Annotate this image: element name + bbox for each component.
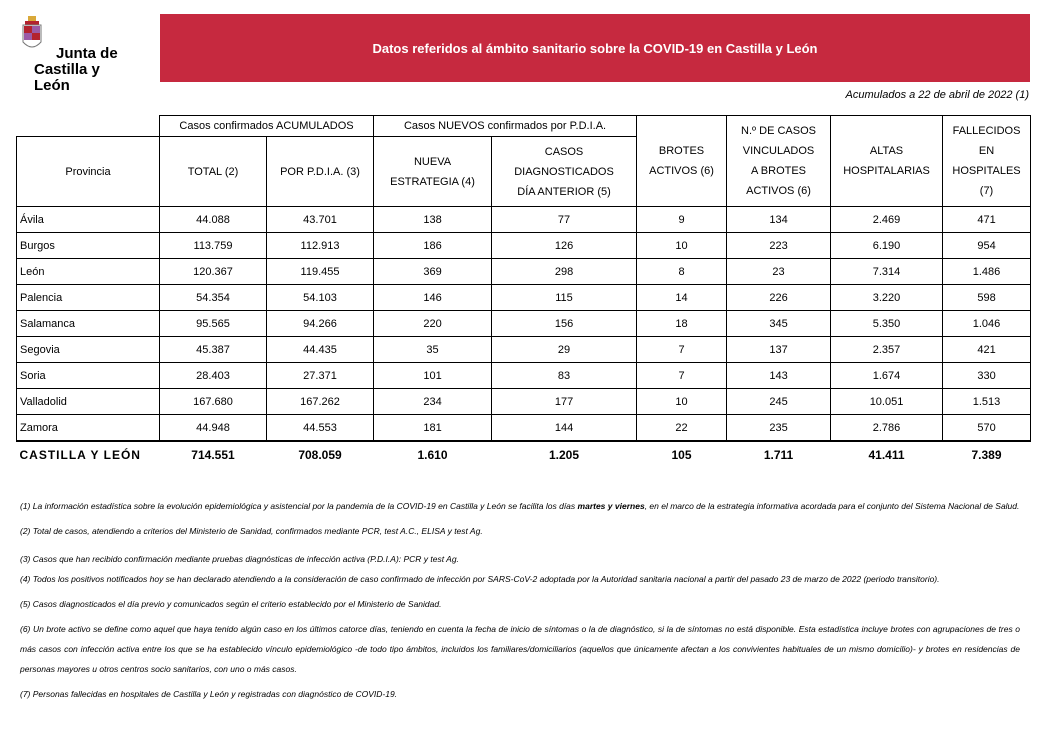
table-cell: 54.103 (267, 285, 374, 311)
table-cell: 83 (492, 363, 637, 389)
table-cell: 8 (637, 259, 727, 285)
table-cell: 14 (637, 285, 727, 311)
table-cell: 18 (637, 311, 727, 337)
table-cell: 115 (492, 285, 637, 311)
table-cell: 234 (374, 389, 492, 415)
table-cell: 143 (727, 363, 831, 389)
total-cell: 7.389 (943, 441, 1031, 468)
crest-icon (22, 16, 42, 52)
table-cell: 44.088 (160, 207, 267, 233)
province-name: Ávila (17, 207, 160, 233)
col-nueva-estrategia: NUEVA ESTRATEGIA (4) (374, 137, 492, 207)
table-cell: 7 (637, 337, 727, 363)
table-cell: 954 (943, 233, 1031, 259)
accumulated-date: Acumulados a 22 de abril de 2022 (1) (845, 89, 1029, 101)
table-cell: 119.455 (267, 259, 374, 285)
table-cell: 101 (374, 363, 492, 389)
table-cell: 345 (727, 311, 831, 337)
table-cell: 3.220 (831, 285, 943, 311)
table-row (17, 415, 1031, 442)
note-5: (5) Casos diagnosticados el día previo y comunicados según el criterio establecido por el Ministerio de Sanidad. (20, 599, 442, 609)
col-total: TOTAL (2) (160, 137, 267, 207)
table-cell: 9 (637, 207, 727, 233)
junta-logo (18, 16, 138, 94)
header-row-groups (17, 116, 1031, 137)
logo-line1: Junta de (56, 45, 118, 62)
table-cell: 1.513 (943, 389, 1031, 415)
total-cell: 714.551 (160, 441, 267, 468)
province-name: Segovia (17, 337, 160, 363)
table-cell: 95.565 (160, 311, 267, 337)
table-cell: 23 (727, 259, 831, 285)
table-row (17, 337, 1031, 363)
total-cell: 1.610 (374, 441, 492, 468)
table-row (17, 311, 1031, 337)
group-nuevos: Casos NUEVOS confirmados por P.D.I.A. (374, 116, 637, 137)
total-cell: 1.205 (492, 441, 637, 468)
table-cell: 167.680 (160, 389, 267, 415)
table-row (17, 285, 1031, 311)
table-cell: 1.486 (943, 259, 1031, 285)
table-cell: 1.046 (943, 311, 1031, 337)
table-cell: 138 (374, 207, 492, 233)
col-brotes: BROTES ACTIVOS (6) (637, 116, 727, 207)
table-cell: 2.786 (831, 415, 943, 442)
table-cell: 44.435 (267, 337, 374, 363)
title-banner (160, 14, 1030, 82)
total-cell: 41.411 (831, 441, 943, 468)
table-cell: 298 (492, 259, 637, 285)
table-cell: 112.913 (267, 233, 374, 259)
total-label: CASTILLA Y LEÓN (17, 441, 160, 468)
table-cell: 7.314 (831, 259, 943, 285)
total-cell: 708.059 (267, 441, 374, 468)
province-name: Valladolid (17, 389, 160, 415)
table-cell: 5.350 (831, 311, 943, 337)
footnotes (20, 496, 1020, 709)
table-cell: 29 (492, 337, 637, 363)
table-cell: 10.051 (831, 389, 943, 415)
col-casos-dia-anterior: CASOS DIAGNOSTICADOS DÍA ANTERIOR (5) (492, 137, 637, 207)
logo-line2: Castilla y León (34, 61, 100, 94)
table-cell: 598 (943, 285, 1031, 311)
province-name: León (17, 259, 160, 285)
table-cell: 134 (727, 207, 831, 233)
province-name: Palencia (17, 285, 160, 311)
table-cell: 22 (637, 415, 727, 442)
table-cell: 28.403 (160, 363, 267, 389)
table-cell: 27.371 (267, 363, 374, 389)
total-row (17, 441, 1031, 468)
table-cell: 570 (943, 415, 1031, 442)
table-row (17, 363, 1031, 389)
table-cell: 245 (727, 389, 831, 415)
table-row (17, 389, 1031, 415)
note-2: (2) Total de casos, atendiendo a criterios del Ministerio de Sanidad, confirmados mediante PCR, test A.C., ELISA y test Ag. (20, 526, 483, 536)
table-cell: 94.266 (267, 311, 374, 337)
table-cell: 226 (727, 285, 831, 311)
table-cell: 471 (943, 207, 1031, 233)
table-row (17, 259, 1031, 285)
table-cell: 137 (727, 337, 831, 363)
table-cell: 126 (492, 233, 637, 259)
table-cell: 45.387 (160, 337, 267, 363)
table-cell: 10 (637, 389, 727, 415)
table-cell: 167.262 (267, 389, 374, 415)
banner-title: Datos referidos al ámbito sanitario sobre la COVID-19 en Castilla y León (372, 40, 818, 56)
note-3: (3) Casos que han recibido confirmación mediante pruebas diagnósticas de infección activa (P.D.I.A): PCR y test Ag. (20, 554, 459, 564)
covid-data-table (16, 115, 1031, 468)
table-cell: 6.190 (831, 233, 943, 259)
note-7: (7) Personas fallecidas en hospitales de Castilla y León y registradas con diagnóstico de COVID-19. (20, 689, 398, 699)
table-cell: 181 (374, 415, 492, 442)
table-cell: 120.367 (160, 259, 267, 285)
table-cell: 113.759 (160, 233, 267, 259)
group-acumulados: Casos confirmados ACUMULADOS (160, 116, 374, 137)
col-provincia: Provincia (17, 137, 160, 207)
table-cell: 44.553 (267, 415, 374, 442)
table-row (17, 233, 1031, 259)
province-name: Soria (17, 363, 160, 389)
col-altas: ALTAS HOSPITALARIAS (831, 116, 943, 207)
province-name: Salamanca (17, 311, 160, 337)
table-cell: 330 (943, 363, 1031, 389)
table-cell: 144 (492, 415, 637, 442)
table-body (17, 207, 1031, 442)
table-row (17, 207, 1031, 233)
note-4: (4) Todos los positivos notificados hoy se han declarado atendiendo a la consideración de caso confirmado de infección por SARS-CoV-2 adoptada por la Autoridad sanitaria nacional a partir del pasado 23 de marzo de 2022 (periodo transitorio). (20, 574, 940, 584)
table-cell: 7 (637, 363, 727, 389)
table-cell: 77 (492, 207, 637, 233)
col-fallecidos: FALLECIDOS EN HOSPITALES (7) (943, 116, 1031, 207)
col-pdia: POR P.D.I.A. (3) (267, 137, 374, 207)
table-cell: 43.701 (267, 207, 374, 233)
province-name: Zamora (17, 415, 160, 442)
table-cell: 44.948 (160, 415, 267, 442)
table-cell: 54.354 (160, 285, 267, 311)
province-name: Burgos (17, 233, 160, 259)
note-1: (1) La información estadística sobre la evolución epidemiológica y asistencial por la pandemia de la COVID-19 en Castilla y León se facilita los días martes y viernes, en el marco de la estrategia informativa acordada para el conjunto del Sistema Nacional de Salud. (20, 501, 1020, 511)
table-cell: 177 (492, 389, 637, 415)
note-6: (6) Un brote activo se define como aquel que haya tenido algún caso en los últimos catorce días, teniendo en cuenta la fecha de inicio de síntomas o la de diagnóstico, si la de síntomas no está disponible. Esta estadística incluye brotes con agrupaciones de tres o más casos con infección activa entre los que se ha establecido vínculo epidemiológico -de todo tipo ámbitos, incluidos los familiares/domiciliarios (aquellos que únicamente afectan a los convivientes habituales de un mismo domicilio)- y brotes en residencias de personas mayores u otros centros socio sanitarios, con uno o más casos. (20, 624, 1020, 674)
table-cell: 235 (727, 415, 831, 442)
table-cell: 156 (492, 311, 637, 337)
table-cell: 2.357 (831, 337, 943, 363)
table-cell: 146 (374, 285, 492, 311)
table-cell: 10 (637, 233, 727, 259)
table-cell: 220 (374, 311, 492, 337)
table-cell: 2.469 (831, 207, 943, 233)
table-cell: 369 (374, 259, 492, 285)
table-cell: 35 (374, 337, 492, 363)
total-cell: 1.711 (727, 441, 831, 468)
table-cell: 223 (727, 233, 831, 259)
table-cell: 1.674 (831, 363, 943, 389)
total-cell: 105 (637, 441, 727, 468)
col-vinculados: N.º DE CASOS VINCULADOS A BROTES ACTIVOS (6) (727, 116, 831, 207)
table-cell: 421 (943, 337, 1031, 363)
table-cell: 186 (374, 233, 492, 259)
